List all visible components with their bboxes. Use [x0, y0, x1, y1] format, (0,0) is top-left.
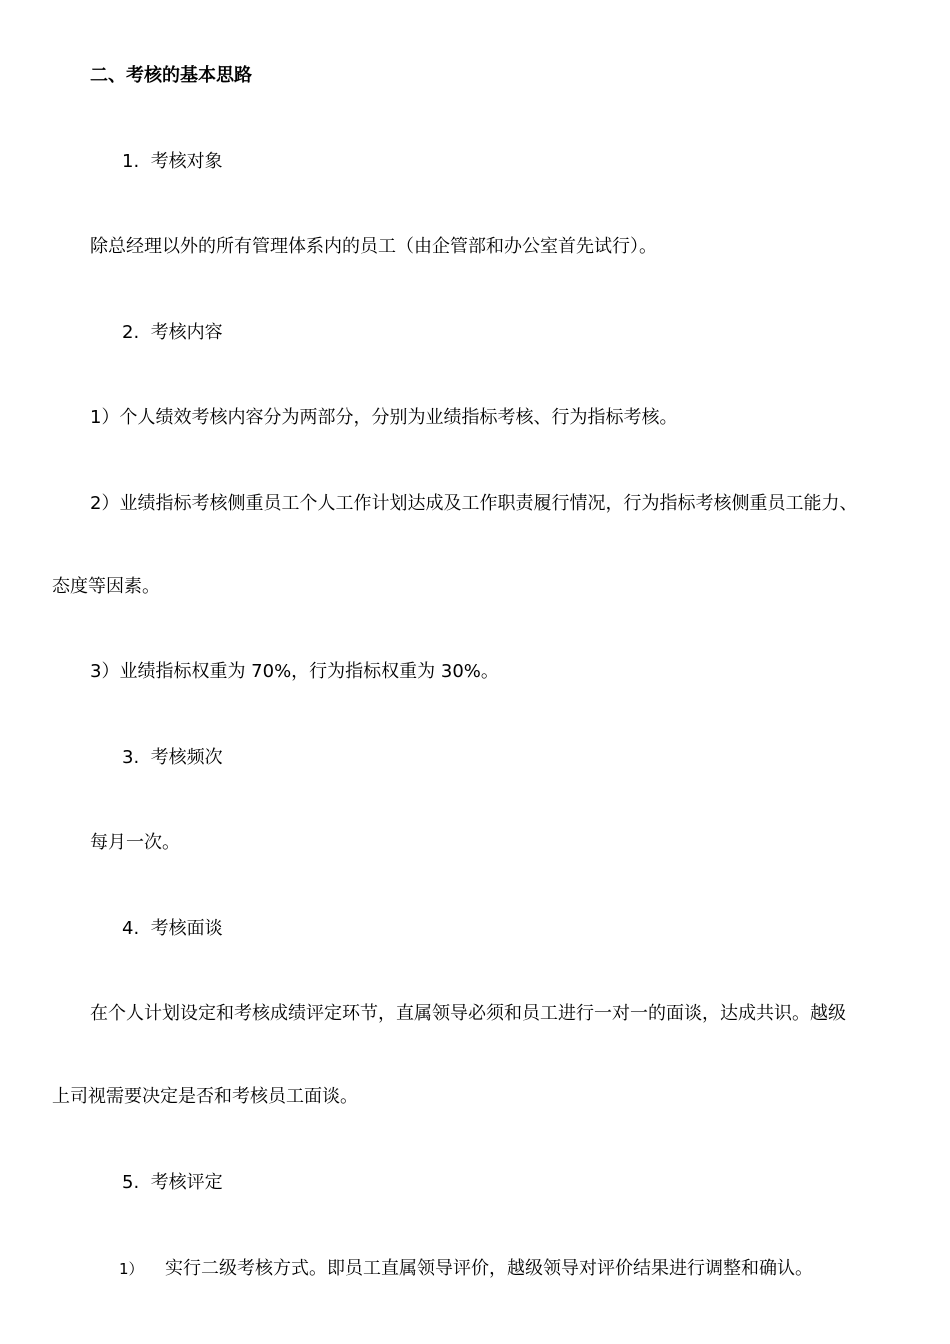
- item-heading-number: 3.: [122, 747, 140, 768]
- sub-item-number: 1）: [119, 1260, 144, 1278]
- section-heading: 二、考核的基本思路: [90, 65, 252, 86]
- item-heading-number: 5.: [122, 1172, 140, 1193]
- paragraph: 3）业绩指标权重为 70%，行为指标权重为 30%。: [90, 661, 499, 682]
- item-heading-text: 考核对象: [150, 151, 223, 172]
- item-heading-number: 2.: [122, 322, 140, 343]
- item-heading-text: 考核频次: [150, 747, 223, 768]
- paragraph: 1）个人绩效考核内容分为两部分，分别为业绩指标考核、行为指标考核。: [90, 407, 678, 428]
- item-heading-text: 考核评定: [150, 1172, 223, 1193]
- sub-item-text: 实行二级考核方式。即员工直属领导评价，越级领导对评价结果进行调整和确认。: [165, 1258, 814, 1279]
- paragraph: 2）业绩指标考核侧重员工个人工作计划达成及工作职责履行情况，行为指标考核侧重员工能力、: [90, 493, 858, 514]
- paragraph: 每月一次。: [90, 832, 180, 853]
- item-heading: [122, 917, 223, 941]
- item-heading: [122, 746, 223, 770]
- item-heading: [122, 1171, 223, 1195]
- paragraph-continuation: 态度等因素。: [52, 576, 160, 597]
- item-heading-text: 考核内容: [150, 322, 223, 343]
- item-heading: [122, 321, 223, 345]
- item-heading-text: 考核面谈: [150, 918, 223, 939]
- sub-item: [119, 1257, 813, 1281]
- paragraph: 除总经理以外的所有管理体系内的员工（由企管部和办公室首先试行）。: [90, 236, 657, 257]
- item-heading-number: 4.: [122, 918, 140, 939]
- item-heading: [122, 150, 223, 174]
- paragraph-continuation: 上司视需要决定是否和考核员工面谈。: [52, 1086, 358, 1107]
- paragraph: 在个人计划设定和考核成绩评定环节，直属领导必须和员工进行一对一的面谈，达成共识。越级: [90, 1003, 846, 1024]
- item-heading-number: 1.: [122, 151, 140, 172]
